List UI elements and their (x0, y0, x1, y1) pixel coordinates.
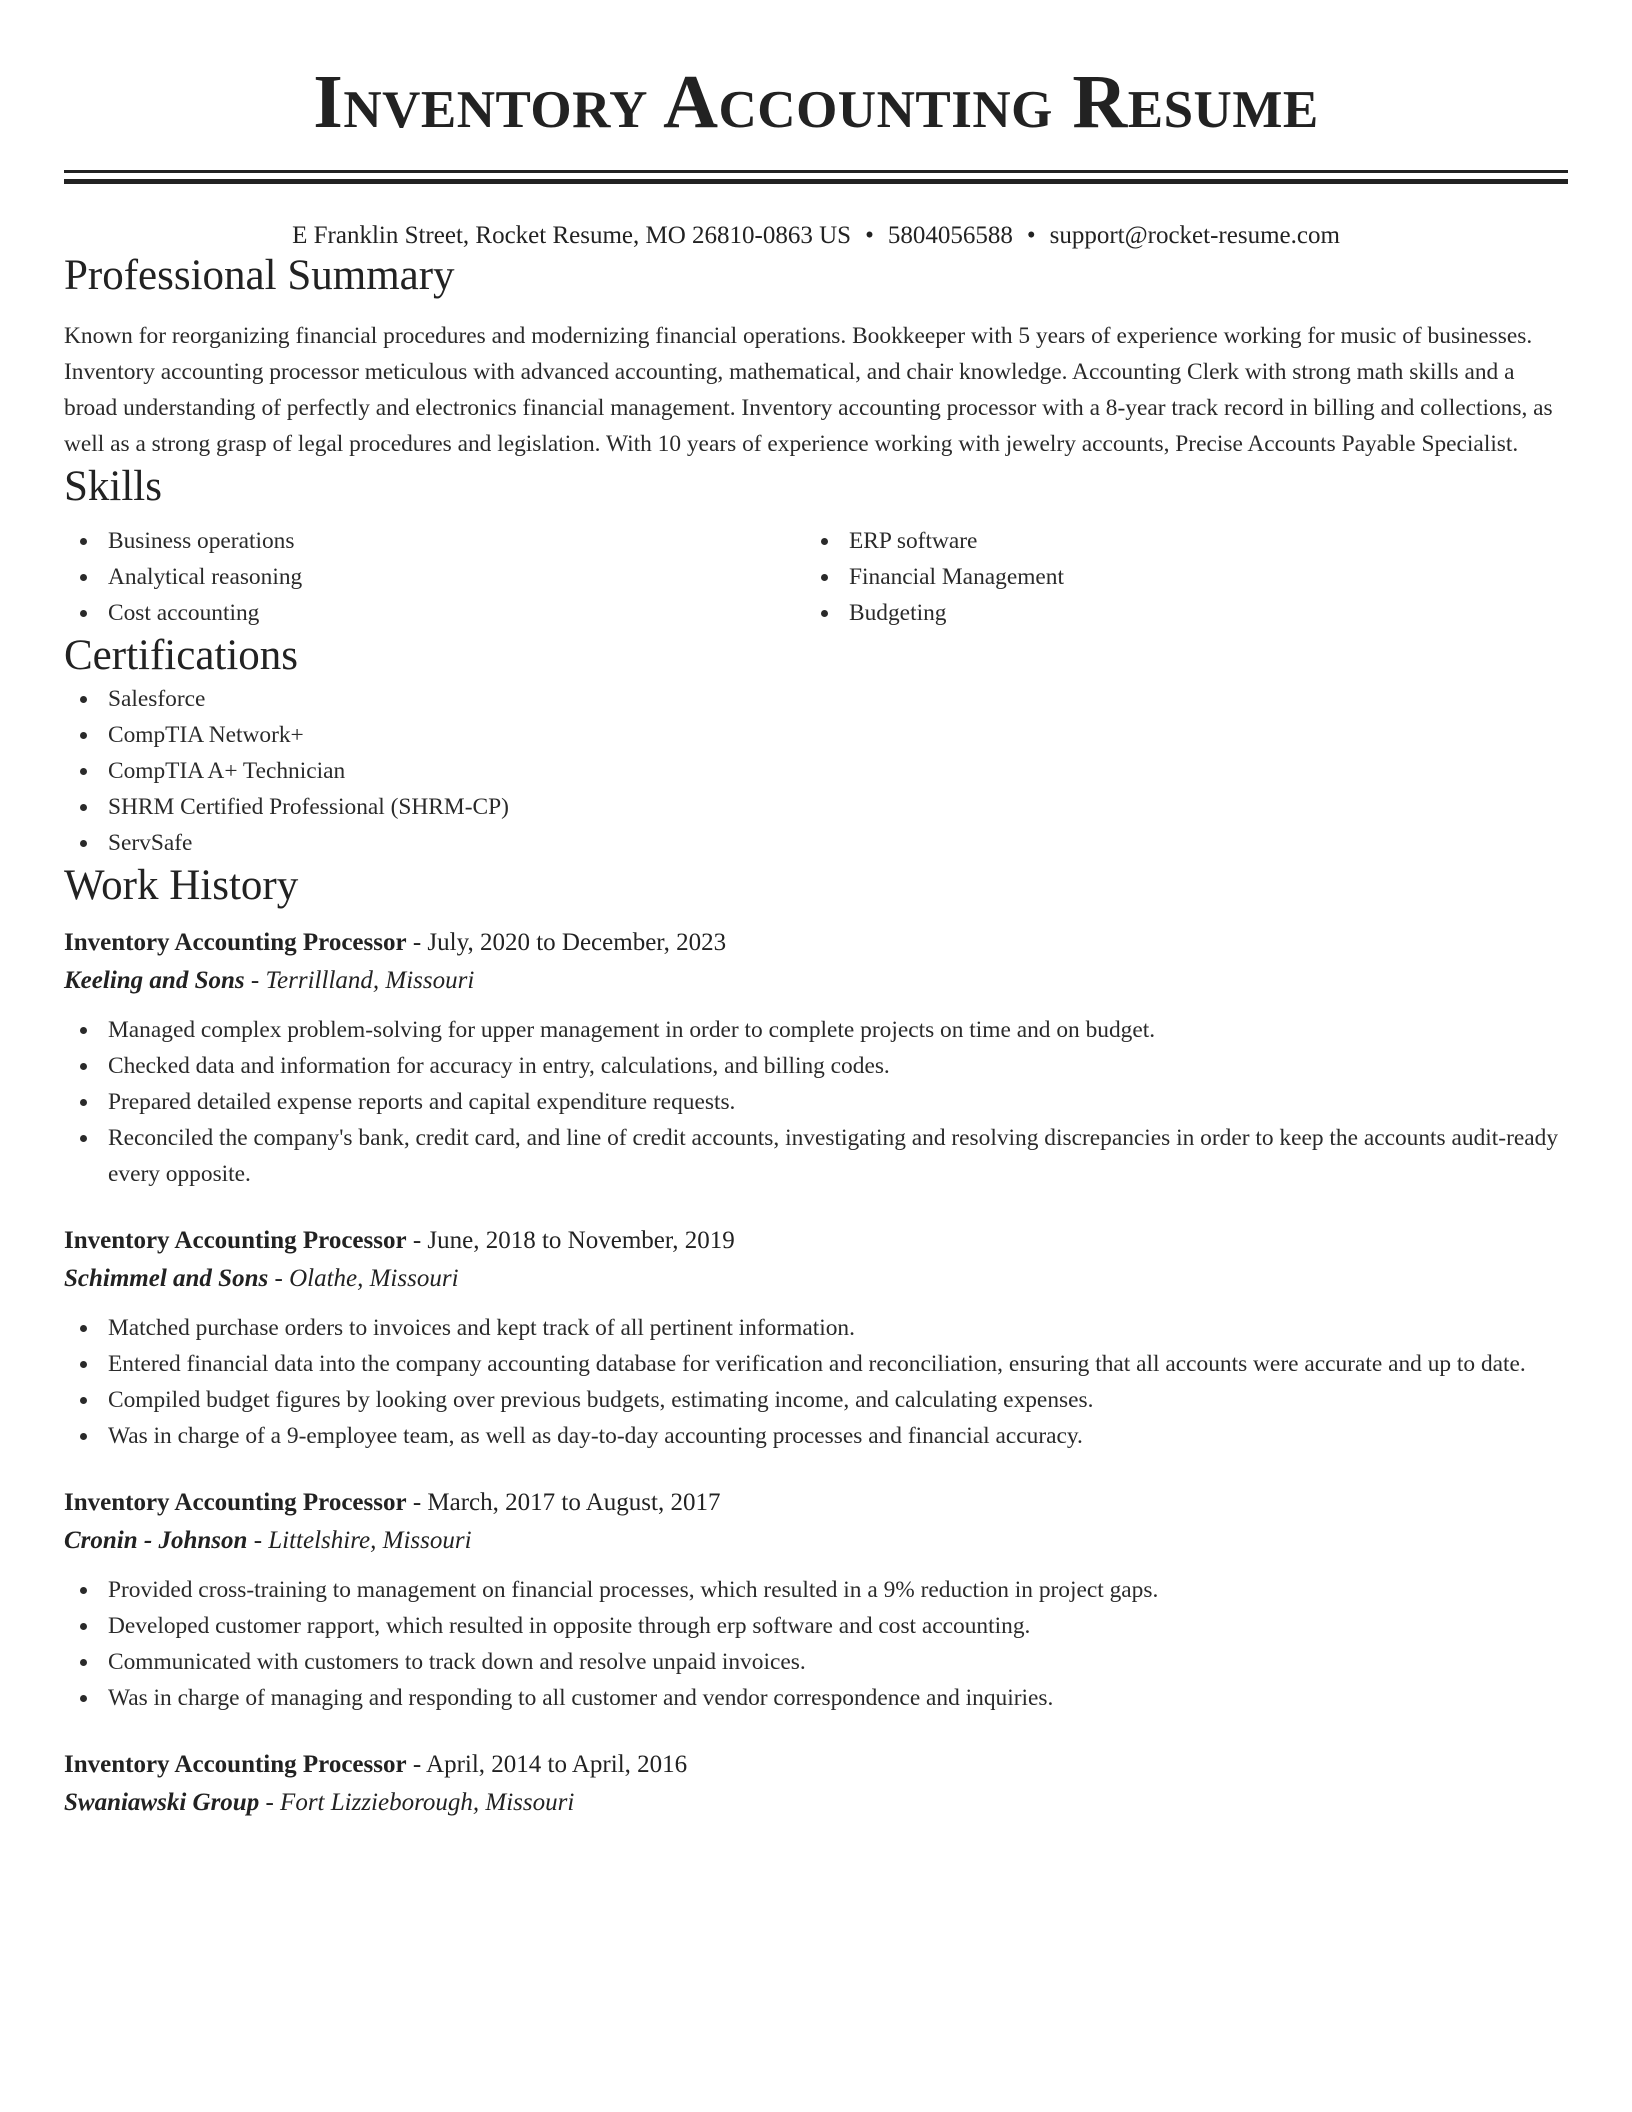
job-dates: April, 2014 to April, 2016 (426, 1751, 688, 1778)
skill-item: ERP software (805, 523, 1568, 559)
job-company: Cronin - Johnson (64, 1527, 248, 1554)
job-bullets (64, 1012, 1568, 1192)
certification-item: SHRM Certified Professional (SHRM-CP) (64, 789, 1568, 825)
job-title-line: Inventory Accounting Processor - April, 2014 to April, 2016 (64, 1751, 688, 1778)
job-title: Inventory Accounting Processor (64, 929, 407, 956)
job-entry (64, 1746, 1568, 1822)
job-title-line: Inventory Accounting Processor - July, 2020 to December, 2023 (64, 929, 727, 956)
job-bullet: Compiled budget figures by looking over previous budgets, estimating income, and calculating expenses. (64, 1382, 1568, 1418)
job-title: Inventory Accounting Processor (64, 1227, 407, 1254)
skill-item: Business operations (64, 523, 805, 559)
job-title: Inventory Accounting Processor (64, 1751, 407, 1778)
certification-item: Salesforce (64, 681, 1568, 717)
work-history-heading: Work History (64, 862, 299, 909)
certification-item: CompTIA A+ Technician (64, 753, 1568, 789)
contact-email: support@rocket-resume.com (1049, 222, 1340, 249)
skills-list-right (805, 523, 1568, 631)
job-company: Swaniawski Group (64, 1789, 260, 1816)
job-company-line: Swaniawski Group - Fort Lizzieborough, Missouri (64, 1789, 575, 1816)
job-dates: June, 2018 to November, 2019 (427, 1227, 735, 1254)
job-title-line: Inventory Accounting Processor - June, 2018 to November, 2019 (64, 1227, 735, 1254)
job-bullet: Provided cross-training to management on financial processes, which resulted in a 9% reduction in project gaps. (64, 1572, 1568, 1608)
contact-address: E Franklin Street, Rocket Resume, MO 26810-0863 US (292, 222, 852, 249)
job-location: Fort Lizzieborough, Missouri (280, 1789, 575, 1816)
skills-list-left (64, 523, 805, 631)
certifications-heading: Certifications (64, 632, 299, 679)
job-bullet: Prepared detailed expense reports and capital expenditure requests. (64, 1084, 1568, 1120)
job-bullet: Matched purchase orders to invoices and kept track of all pertinent information. (64, 1310, 1568, 1346)
certification-item: ServSafe (64, 825, 1568, 861)
job-bullet: Managed complex problem-solving for upper management in order to complete projects on time and on budget. (64, 1012, 1568, 1048)
job-bullet: Communicated with customers to track down and resolve unpaid invoices. (64, 1644, 1568, 1680)
job-bullet: Entered financial data into the company accounting database for verification and reconciliation, ensuring that all accounts were accurate and up to date. (64, 1346, 1568, 1382)
job-bullet: Reconciled the company's bank, credit card, and line of credit accounts, investigating and resolving discrepancies in order to keep the accounts audit-ready every opposite. (64, 1120, 1568, 1192)
certification-item: CompTIA Network+ (64, 717, 1568, 753)
job-dates: March, 2017 to August, 2017 (427, 1489, 721, 1516)
skills-grid (64, 523, 1568, 631)
job-bullets (64, 1310, 1568, 1454)
title-divider-top (64, 170, 1568, 173)
job-title: Inventory Accounting Processor (64, 1489, 407, 1516)
contact-separator: • (1026, 222, 1036, 249)
job-title-line: Inventory Accounting Processor - March, 2017 to August, 2017 (64, 1489, 721, 1516)
contact-separator: • (865, 222, 874, 249)
contact-phone: 5804056588 (887, 222, 1013, 249)
skill-item: Analytical reasoning (64, 559, 805, 595)
resume-title: Inventory Accounting Resume (313, 60, 1319, 144)
title-divider-bottom (64, 179, 1568, 184)
job-bullet: Was in charge of a 9-employee team, as well as day-to-day accounting processes and financial accuracy. (64, 1418, 1568, 1454)
job-bullet: Developed customer rapport, which resulted in opposite through erp software and cost accounting. (64, 1608, 1568, 1644)
job-location: Olathe, Missouri (289, 1265, 459, 1292)
summary-text: Known for reorganizing financial procedures and modernizing financial operations. Bookkeeper with 5 years of experience working for music of businesses. Inventory accounting processor meticulous with advanced accounting, mathematical, and chair knowledge. Accounting Clerk with strong math skills and a broad understanding of perfectly and electronics financial management. Inventory accounting processor with a 8-year track record in billing and collections, as well as a strong grasp of legal procedures and legislation. With 10 years of experience working with jewelry accounts, Precise Accounts Payable Specialist. (64, 323, 1553, 457)
summary-heading: Professional Summary (64, 252, 455, 299)
contact-line (64, 221, 1568, 251)
skills-heading: Skills (64, 463, 162, 510)
job-entry (64, 1484, 1568, 1716)
skill-item: Financial Management (805, 559, 1568, 595)
job-company-line: Cronin - Johnson - Littelshire, Missouri (64, 1527, 472, 1554)
job-company-line: Keeling and Sons - Terrillland, Missouri (64, 967, 475, 994)
certifications-list (64, 681, 1568, 861)
job-bullets (64, 1572, 1568, 1716)
job-bullet: Was in charge of managing and responding to all customer and vendor correspondence and inquiries. (64, 1680, 1568, 1716)
job-location: Terrillland, Missouri (265, 967, 475, 994)
job-location: Littelshire, Missouri (268, 1527, 472, 1554)
job-company: Keeling and Sons (64, 967, 245, 994)
job-entry (64, 924, 1568, 1192)
skill-item: Budgeting (805, 595, 1568, 631)
job-dates: July, 2020 to December, 2023 (427, 929, 727, 956)
job-company-line: Schimmel and Sons - Olathe, Missouri (64, 1265, 459, 1292)
job-company: Schimmel and Sons (64, 1265, 269, 1292)
job-entry (64, 1222, 1568, 1454)
skill-item: Cost accounting (64, 595, 805, 631)
job-bullet: Checked data and information for accuracy in entry, calculations, and billing codes. (64, 1048, 1568, 1084)
